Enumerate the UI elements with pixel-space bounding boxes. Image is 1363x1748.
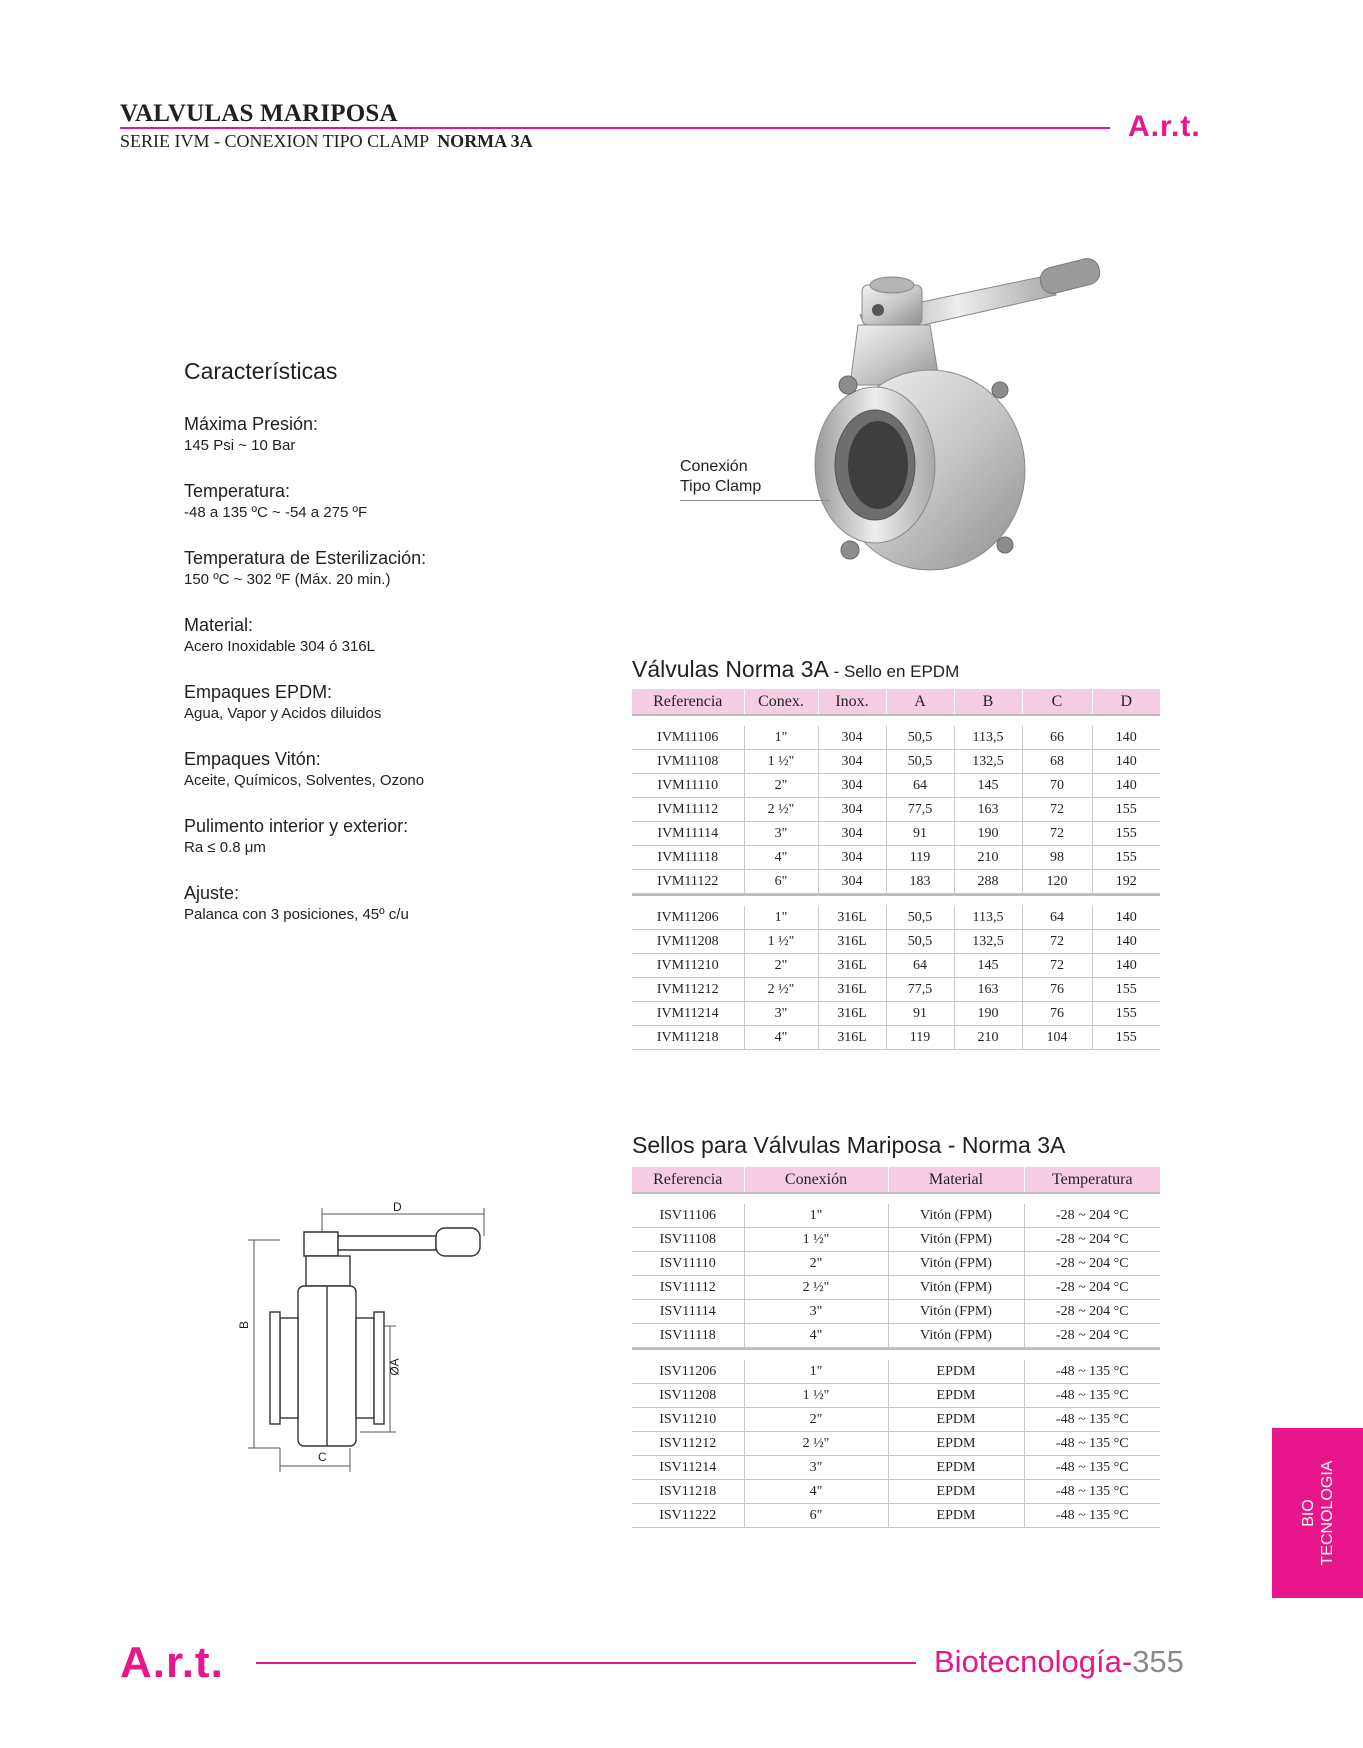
cell: 3"	[744, 1002, 818, 1026]
valves-table-title	[632, 656, 959, 683]
cell: 2 ½"	[744, 978, 818, 1002]
cell: 304	[818, 726, 886, 750]
table-row	[632, 1360, 1160, 1384]
dim-label-a: ØA	[387, 1358, 402, 1376]
cell: 1"	[744, 726, 818, 750]
cell: 68	[1022, 750, 1092, 774]
cell: 132,5	[954, 750, 1022, 774]
subtitle-norma: NORMA 3A	[437, 131, 533, 151]
cell: 2 ½"	[744, 1432, 888, 1456]
cell: 316L	[818, 1026, 886, 1050]
cell: 113,5	[954, 906, 1022, 930]
cell: EPDM	[888, 1432, 1024, 1456]
cell: 140	[1092, 930, 1160, 954]
char-value: 145 Psi ~ 10 Bar	[184, 437, 296, 454]
cell: -48 ~ 135 °C	[1024, 1408, 1160, 1432]
cell: IVM11114	[632, 822, 744, 846]
table-row	[632, 870, 1160, 894]
table-header-row	[632, 1167, 1160, 1192]
cell: 4"	[744, 1480, 888, 1504]
cell: 210	[954, 1026, 1022, 1050]
cell: 50,5	[886, 726, 954, 750]
cell: IVM11214	[632, 1002, 744, 1026]
cell: IVM11122	[632, 870, 744, 894]
cell: 140	[1092, 726, 1160, 750]
char-value: Palanca con 3 posiciones, 45º c/u	[184, 906, 409, 923]
cell: 316L	[818, 978, 886, 1002]
seals-table-title: Sellos para Válvulas Mariposa - Norma 3A	[632, 1132, 1066, 1158]
cell: 3"	[744, 822, 818, 846]
table-row	[632, 1026, 1160, 1050]
cell: EPDM	[888, 1360, 1024, 1384]
cell: 304	[818, 798, 886, 822]
char-label: Empaques EPDM:	[184, 682, 333, 702]
cell: 155	[1092, 1026, 1160, 1050]
char-value: Acero Inoxidable 304 ó 316L	[184, 638, 375, 655]
cell: 64	[886, 774, 954, 798]
table-row	[632, 1252, 1160, 1276]
table-gap	[632, 1350, 1160, 1360]
cell: 316L	[818, 906, 886, 930]
seals-table	[632, 1167, 1160, 1528]
table-row	[632, 1456, 1160, 1480]
cell: 77,5	[886, 798, 954, 822]
page-subtitle	[120, 131, 533, 152]
table-row	[632, 1324, 1160, 1348]
valves-title-main: Válvulas Norma 3A	[632, 656, 829, 682]
table-row	[632, 1228, 1160, 1252]
valves-title-suffix: - Sello en EPDM	[828, 662, 960, 681]
col-header: A	[886, 689, 954, 714]
table-header-row	[632, 689, 1160, 714]
cell: 132,5	[954, 930, 1022, 954]
cell: IVM11110	[632, 774, 744, 798]
cell: 104	[1022, 1026, 1092, 1050]
col-header: D	[1092, 689, 1160, 714]
cell: 120	[1022, 870, 1092, 894]
cell: 140	[1092, 906, 1160, 930]
cell: 316L	[818, 954, 886, 978]
cell: 76	[1022, 1002, 1092, 1026]
cell: ISV11212	[632, 1432, 744, 1456]
char-item	[184, 613, 604, 657]
cell: ISV11214	[632, 1456, 744, 1480]
cell: 163	[954, 978, 1022, 1002]
cell: 155	[1092, 1002, 1160, 1026]
cell: 1 ½"	[744, 1228, 888, 1252]
cell: 190	[954, 822, 1022, 846]
table-gap	[632, 896, 1160, 906]
table-row	[632, 1002, 1160, 1026]
cell: ISV11222	[632, 1504, 744, 1528]
col-header: Referencia	[632, 1167, 744, 1192]
col-header: Conexión	[744, 1167, 888, 1192]
cell: 113,5	[954, 726, 1022, 750]
table-row	[632, 906, 1160, 930]
dim-label-d: D	[393, 1200, 402, 1214]
cell: ISV11210	[632, 1408, 744, 1432]
cell: 304	[818, 846, 886, 870]
cell: 183	[886, 870, 954, 894]
cell: 119	[886, 1026, 954, 1050]
cell: 304	[818, 750, 886, 774]
cell: 72	[1022, 822, 1092, 846]
page-number: 355	[1132, 1644, 1184, 1679]
cell: 98	[1022, 846, 1092, 870]
footer-section-name: Biotecnología-	[934, 1644, 1133, 1679]
char-value: Ra ≤ 0.8 μm	[184, 839, 266, 856]
cell: -28 ~ 204 °C	[1024, 1252, 1160, 1276]
cell: 155	[1092, 978, 1160, 1002]
cell: 2"	[744, 954, 818, 978]
cell: -48 ~ 135 °C	[1024, 1480, 1160, 1504]
table-row	[632, 1276, 1160, 1300]
cell: 1 ½"	[744, 930, 818, 954]
cell: 288	[954, 870, 1022, 894]
cell: -48 ~ 135 °C	[1024, 1432, 1160, 1456]
cell: 304	[818, 870, 886, 894]
cell: 140	[1092, 954, 1160, 978]
cell: 1"	[744, 1360, 888, 1384]
cell: 304	[818, 822, 886, 846]
col-header: Material	[888, 1167, 1024, 1192]
cell: 72	[1022, 930, 1092, 954]
characteristics-heading: Características	[184, 358, 338, 384]
cell: -28 ~ 204 °C	[1024, 1228, 1160, 1252]
cell: 140	[1092, 750, 1160, 774]
cell: 4"	[744, 846, 818, 870]
cell: 50,5	[886, 906, 954, 930]
cell: -28 ~ 204 °C	[1024, 1204, 1160, 1228]
col-header: B	[954, 689, 1022, 714]
cell: 1 ½"	[744, 750, 818, 774]
table-row	[632, 726, 1160, 750]
table-row	[632, 1480, 1160, 1504]
cell: EPDM	[888, 1456, 1024, 1480]
col-header: C	[1022, 689, 1092, 714]
cell: -48 ~ 135 °C	[1024, 1360, 1160, 1384]
cell: 91	[886, 1002, 954, 1026]
table-row	[632, 774, 1160, 798]
cell: IVM11206	[632, 906, 744, 930]
table-gap	[632, 1194, 1160, 1204]
cell: ISV11118	[632, 1324, 744, 1348]
cell: 2"	[744, 1408, 888, 1432]
cell: 4"	[744, 1324, 888, 1348]
col-header: Temperatura	[1024, 1167, 1160, 1192]
cell: EPDM	[888, 1504, 1024, 1528]
valves-table	[632, 689, 1160, 1050]
callout-line1: Conexión	[680, 458, 748, 475]
valve-technical-drawing	[240, 1196, 500, 1476]
cell: 2 ½"	[744, 798, 818, 822]
char-label: Empaques Vitón:	[184, 749, 321, 769]
section-side-tab	[1272, 1428, 1363, 1598]
cell: 70	[1022, 774, 1092, 798]
cell: 91	[886, 822, 954, 846]
cell: 210	[954, 846, 1022, 870]
cell: EPDM	[888, 1384, 1024, 1408]
char-value: Agua, Vapor y Acidos diluidos	[184, 705, 382, 722]
table-row	[632, 798, 1160, 822]
cell: -28 ~ 204 °C	[1024, 1324, 1160, 1348]
cell: 163	[954, 798, 1022, 822]
cell: Vitón (FPM)	[888, 1300, 1024, 1324]
cell: 316L	[818, 930, 886, 954]
cell: 72	[1022, 954, 1092, 978]
cell: -28 ~ 204 °C	[1024, 1300, 1160, 1324]
art-logo-header: A.r.t.	[1128, 110, 1201, 143]
table-row	[632, 750, 1160, 774]
char-item	[184, 479, 604, 523]
callout-line2: Tipo Clamp	[680, 478, 762, 495]
char-value: 150 ºC ~ 302 ºF (Máx. 20 min.)	[184, 571, 391, 588]
callout-leader-line	[680, 500, 830, 501]
cell: 64	[1022, 906, 1092, 930]
table-row	[632, 954, 1160, 978]
table-row	[632, 846, 1160, 870]
connection-callout	[680, 457, 761, 497]
side-tab-text	[1299, 1461, 1337, 1566]
subtitle-series: SERIE IVM - CONEXION TIPO CLAMP	[120, 131, 430, 151]
cell: 4"	[744, 1026, 818, 1050]
table-row	[632, 930, 1160, 954]
cell: 66	[1022, 726, 1092, 750]
side-tab-line2: TECNOLOGIA	[1318, 1460, 1336, 1566]
cell: 6"	[744, 870, 818, 894]
char-label: Temperatura:	[184, 481, 291, 501]
cell: 1"	[744, 1204, 888, 1228]
char-item	[184, 747, 604, 791]
col-header: Inox.	[818, 689, 886, 714]
cell: IVM11106	[632, 726, 744, 750]
char-label: Material:	[184, 615, 254, 635]
cell: ISV11114	[632, 1300, 744, 1324]
cell: ISV11112	[632, 1276, 744, 1300]
table-row	[632, 1204, 1160, 1228]
cell: IVM11218	[632, 1026, 744, 1050]
art-logo-footer: A.r.t.	[120, 1638, 224, 1687]
char-item	[184, 412, 604, 456]
cell: 3"	[744, 1300, 888, 1324]
cell: IVM11108	[632, 750, 744, 774]
dim-label-c: C	[318, 1450, 327, 1464]
cell: 119	[886, 846, 954, 870]
cell: Vitón (FPM)	[888, 1204, 1024, 1228]
cell: 76	[1022, 978, 1092, 1002]
page-title: VALVULAS MARIPOSA	[120, 100, 398, 127]
cell: 316L	[818, 1002, 886, 1026]
cell: 2 ½"	[744, 1276, 888, 1300]
cell: ISV11218	[632, 1480, 744, 1504]
cell: IVM11212	[632, 978, 744, 1002]
cell: -48 ~ 135 °C	[1024, 1456, 1160, 1480]
char-item	[184, 881, 604, 925]
char-label: Máxima Presión:	[184, 414, 319, 434]
cell: IVM11118	[632, 846, 744, 870]
char-item	[184, 546, 604, 590]
cell: 304	[818, 774, 886, 798]
cell: EPDM	[888, 1480, 1024, 1504]
col-header: Referencia	[632, 689, 744, 714]
footer-section	[934, 1644, 1184, 1680]
cell: ISV11208	[632, 1384, 744, 1408]
side-tab-line1: BIO	[1299, 1499, 1317, 1527]
cell: IVM11112	[632, 798, 744, 822]
cell: IVM11208	[632, 930, 744, 954]
cell: 2"	[744, 1252, 888, 1276]
cell: 77,5	[886, 978, 954, 1002]
cell: 192	[1092, 870, 1160, 894]
cell: 3"	[744, 1456, 888, 1480]
cell: 155	[1092, 798, 1160, 822]
cell: 2"	[744, 774, 818, 798]
cell: -28 ~ 204 °C	[1024, 1276, 1160, 1300]
cell: 155	[1092, 846, 1160, 870]
cell: 1 ½"	[744, 1384, 888, 1408]
table-row	[632, 822, 1160, 846]
cell: -48 ~ 135 °C	[1024, 1384, 1160, 1408]
cell: ISV11110	[632, 1252, 744, 1276]
cell: 145	[954, 774, 1022, 798]
table-row	[632, 1432, 1160, 1456]
cell: EPDM	[888, 1408, 1024, 1432]
cell: -48 ~ 135 °C	[1024, 1504, 1160, 1528]
cell: Vitón (FPM)	[888, 1324, 1024, 1348]
char-value: Aceite, Químicos, Solventes, Ozono	[184, 772, 425, 789]
footer-divider	[256, 1662, 916, 1664]
table-row	[632, 1504, 1160, 1528]
cell: 155	[1092, 822, 1160, 846]
cell: 140	[1092, 774, 1160, 798]
table-gap	[632, 716, 1160, 726]
butterfly-valve-image	[800, 255, 1120, 615]
char-item	[184, 814, 604, 858]
cell: 145	[954, 954, 1022, 978]
cell: 50,5	[886, 930, 954, 954]
table-row	[632, 1300, 1160, 1324]
cell: IVM11210	[632, 954, 744, 978]
char-label: Temperatura de Esterilización:	[184, 548, 427, 568]
cell: Vitón (FPM)	[888, 1276, 1024, 1300]
cell: 64	[886, 954, 954, 978]
cell: ISV11206	[632, 1360, 744, 1384]
char-value: -48 a 135 ºC ~ -54 a 275 ºF	[184, 504, 368, 521]
cell: Vitón (FPM)	[888, 1252, 1024, 1276]
char-item	[184, 680, 604, 724]
table-row	[632, 1408, 1160, 1432]
cell: Vitón (FPM)	[888, 1228, 1024, 1252]
cell: 190	[954, 1002, 1022, 1026]
cell: 50,5	[886, 750, 954, 774]
characteristics-list	[184, 412, 604, 948]
table-row	[632, 978, 1160, 1002]
table-row	[632, 1384, 1160, 1408]
cell: ISV11106	[632, 1204, 744, 1228]
cell: 72	[1022, 798, 1092, 822]
col-header: Conex.	[744, 689, 818, 714]
dim-label-b: B	[237, 1320, 252, 1330]
cell: ISV11108	[632, 1228, 744, 1252]
header-divider	[120, 127, 1110, 129]
char-label: Pulimento interior y exterior:	[184, 816, 409, 836]
char-label: Ajuste:	[184, 883, 240, 903]
cell: 1"	[744, 906, 818, 930]
cell: 6"	[744, 1504, 888, 1528]
